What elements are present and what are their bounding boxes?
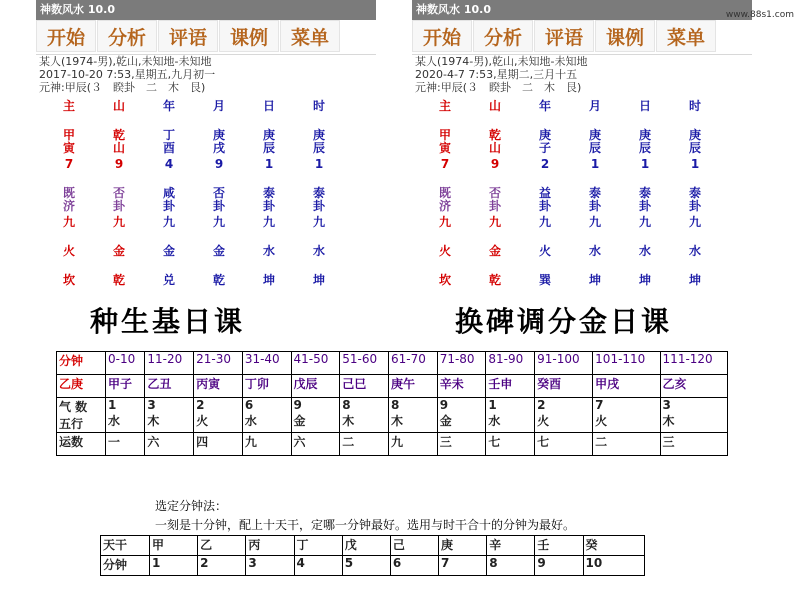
- notes-title: 选定分钟法：: [155, 499, 228, 513]
- grid-row: [420, 216, 750, 245]
- left-menu-menu-button[interactable]: 菜单: [280, 20, 340, 52]
- wuxing-value: 金: [293, 414, 306, 428]
- tiangan-minute-cell: 10: [583, 556, 644, 576]
- ganzhi-label: 乙庚: [57, 375, 106, 398]
- tiangan-minute-table: [100, 535, 645, 576]
- tiangan-minute-row: [101, 556, 645, 576]
- grid-cell: 年: [162, 99, 175, 113]
- grid-cell: 九: [638, 215, 651, 229]
- left-caption: 种生基日课: [90, 305, 246, 338]
- ganzhi-cell: 癸酉: [535, 375, 593, 398]
- grid-cell: 4: [164, 157, 174, 171]
- grid-cell: 泰 卦: [588, 186, 601, 213]
- left-info-line: 元神:甲辰(３ 睽卦 二 木 艮): [39, 81, 206, 94]
- yunshu-cell: 二: [593, 433, 660, 456]
- grid-cell: 巽: [538, 273, 551, 287]
- wuxing-value: 木: [147, 414, 160, 428]
- yunshu-cell: 四: [194, 433, 243, 456]
- grid-cell: 九: [112, 215, 125, 229]
- grid-cell: 否 卦: [112, 186, 125, 213]
- qishu-wuxing-cell: [535, 398, 593, 433]
- grid-cell: 时: [688, 99, 701, 113]
- grid-cell: 山: [112, 99, 125, 113]
- grid-cell: 坤: [688, 273, 701, 287]
- minute-range-cell: 91-100: [535, 352, 593, 375]
- grid-cell: 坎: [62, 273, 75, 287]
- wuxing-value: 火: [595, 414, 608, 428]
- left-menu-comment-button[interactable]: 评语: [158, 20, 218, 52]
- grid-cell: 火: [538, 244, 551, 258]
- qishu-wuxing-cell: [486, 398, 535, 433]
- grid-cell: 9: [490, 157, 500, 171]
- tiangan-cell: 丙: [246, 536, 294, 556]
- grid-cell: 九: [212, 215, 225, 229]
- grid-cell: 九: [438, 215, 451, 229]
- grid-row: [420, 129, 750, 158]
- tiangan-cell: 辛: [487, 536, 535, 556]
- qishu-wuxing-cell: [242, 398, 291, 433]
- grid-cell: 火: [62, 244, 75, 258]
- minute-label: 分钟: [57, 352, 106, 375]
- tiangan-minute-cell: 9: [535, 556, 583, 576]
- yunshu-row: [57, 433, 728, 456]
- tiangan-minute-cell: 2: [198, 556, 246, 576]
- tiangan-cell: 丁: [294, 536, 342, 556]
- grid-row: [44, 216, 374, 245]
- tiangan-cell: 己: [390, 536, 438, 556]
- qishu-wuxing-cell: [660, 398, 727, 433]
- tiangan-cell: 庚: [439, 536, 487, 556]
- grid-cell: 既 济: [438, 186, 451, 213]
- tiangan-minute-cell: 5: [342, 556, 390, 576]
- qishu-wuxing-cell: [194, 398, 243, 433]
- yunshu-cell: 七: [535, 433, 593, 456]
- grid-cell: 7: [440, 157, 450, 171]
- tiangan-row: [101, 536, 645, 556]
- qishu-value: 7: [595, 398, 604, 412]
- qishu-value: 8: [390, 398, 400, 412]
- ganzhi-cell: 甲子: [106, 375, 145, 398]
- grid-cell: 9: [214, 157, 224, 171]
- grid-cell: 7: [64, 157, 74, 171]
- right-info-line: 2020-4-7 7:53,星期二,三月十五: [415, 68, 578, 81]
- minute-range-cell: 41-50: [291, 352, 340, 375]
- wuxing-value: 火: [196, 414, 209, 428]
- wuxing-value: 水: [488, 414, 501, 428]
- minute-range-cell: 71-80: [437, 352, 486, 375]
- wuxing-value: 火: [537, 414, 550, 428]
- grid-cell: 泰 卦: [262, 186, 275, 213]
- grid-cell: 火: [438, 244, 451, 258]
- grid-cell: 日: [262, 99, 275, 113]
- wuxing-value: 金: [439, 414, 452, 428]
- grid-cell: 金: [212, 244, 225, 258]
- left-window-title: 神数风水 10.0: [36, 0, 376, 20]
- qishu-value: 2: [196, 398, 205, 412]
- qishu-value: 3: [147, 398, 156, 412]
- grid-cell: 九: [538, 215, 551, 229]
- qishu-value: 8: [342, 398, 351, 412]
- yunshu-cell: 三: [437, 433, 486, 456]
- ganzhi-cell: 戊辰: [291, 375, 340, 398]
- tiangan-minute-cell: 1: [150, 556, 198, 576]
- tiangan-label: 天干: [101, 536, 150, 556]
- right-window-title: 神数风水 10.0: [412, 0, 752, 20]
- qishu-value: 9: [439, 398, 449, 412]
- grid-cell: 庚 子: [538, 128, 551, 155]
- grid-cell: 咸 卦: [162, 186, 175, 213]
- grid-cell: 兑: [162, 273, 175, 287]
- qishu-wuxing-cell: [437, 398, 486, 433]
- grid-cell: 山: [488, 99, 501, 113]
- grid-cell: 九: [162, 215, 175, 229]
- grid-cell: 月: [212, 99, 225, 113]
- grid-cell: 益 卦: [538, 186, 551, 213]
- ganzhi-cell: 乙亥: [660, 375, 727, 398]
- grid-cell: 九: [62, 215, 75, 229]
- tiangan-minute-cell: 4: [294, 556, 342, 576]
- grid-cell: 九: [688, 215, 701, 229]
- ganzhi-cell: 己巳: [340, 375, 389, 398]
- left-chart-grid: [44, 100, 374, 303]
- left-menu-bar: [36, 20, 376, 55]
- qishu-value: 2: [537, 398, 546, 412]
- left-app-panel: [36, 0, 376, 290]
- grid-row: [44, 187, 374, 216]
- ganzhi-cell: 庚午: [388, 375, 437, 398]
- grid-cell: 九: [488, 215, 501, 229]
- tiangan-minute-cell: 8: [487, 556, 535, 576]
- site-watermark: www.88s1.com: [725, 10, 794, 20]
- grid-row: [44, 158, 374, 187]
- minute-range-cell: 31-40: [242, 352, 291, 375]
- grid-cell: 九: [312, 215, 325, 229]
- left-menu-examples-button[interactable]: 课例: [219, 20, 279, 52]
- yunshu-cell: 七: [486, 433, 535, 456]
- grid-cell: 坤: [312, 273, 325, 287]
- tiangan-cell: 壬: [535, 536, 583, 556]
- grid-row: [420, 245, 750, 274]
- tiangan-cell: 戊: [342, 536, 390, 556]
- wuxing-value: 木: [390, 414, 403, 428]
- right-chart-grid: [420, 100, 750, 303]
- tiangan-cell: 甲: [150, 536, 198, 556]
- grid-cell: 时: [312, 99, 325, 113]
- grid-cell: 九: [262, 215, 275, 229]
- ganzhi-row: [57, 375, 728, 398]
- grid-row: [420, 187, 750, 216]
- qishu-value: 9: [293, 398, 302, 412]
- grid-cell: 9: [114, 157, 124, 171]
- yunshu-cell: 三: [660, 433, 727, 456]
- grid-cell: 日: [638, 99, 651, 113]
- grid-cell: 水: [638, 244, 651, 258]
- minute-range-cell: 0-10: [106, 352, 145, 375]
- grid-cell: 乾 山: [112, 128, 125, 155]
- right-menu-bar: [412, 20, 752, 55]
- minute-range-cell: 111-120: [660, 352, 727, 375]
- right-menu-menu-button[interactable]: 菜单: [656, 20, 716, 52]
- grid-cell: 庚 辰: [312, 128, 325, 155]
- grid-cell: 乾: [212, 273, 225, 287]
- grid-row: [44, 100, 374, 129]
- yunshu-cell: 九: [242, 433, 291, 456]
- grid-cell: 泰 卦: [688, 186, 701, 213]
- grid-cell: 1: [590, 157, 600, 171]
- grid-cell: 1: [264, 157, 274, 171]
- qishu-wuxing-cell: [145, 398, 194, 433]
- yunshu-cell: 二: [340, 433, 389, 456]
- grid-row: [420, 274, 750, 303]
- wuxing-value: 水: [108, 414, 121, 428]
- qishu-value: 6: [244, 398, 254, 412]
- wuxing-value: 木: [662, 414, 675, 428]
- minute-range-cell: 21-30: [194, 352, 243, 375]
- grid-cell: 甲 寅: [438, 128, 451, 155]
- ganzhi-cell: 壬申: [486, 375, 535, 398]
- ganzhi-cell: 甲戌: [593, 375, 660, 398]
- qishu-row: [57, 398, 728, 433]
- grid-cell: 庚 辰: [588, 128, 601, 155]
- qishu-label: [57, 398, 106, 433]
- grid-cell: 庚 辰: [262, 128, 275, 155]
- grid-cell: 乾 山: [488, 128, 501, 155]
- ganzhi-cell: 乙丑: [145, 375, 194, 398]
- qishu-wuxing-cell: [388, 398, 437, 433]
- grid-cell: 否 卦: [488, 186, 501, 213]
- grid-cell: 庚 戌: [212, 128, 225, 155]
- grid-cell: 庚 辰: [688, 128, 701, 155]
- tiangan-cell: 癸: [583, 536, 644, 556]
- tiangan-minute-cell: 6: [390, 556, 438, 576]
- grid-row: [420, 158, 750, 187]
- right-info-block: [412, 55, 752, 94]
- minute-range-cell: 61-70: [388, 352, 437, 375]
- grid-cell: 否 卦: [212, 186, 225, 213]
- grid-cell: 坎: [438, 273, 451, 287]
- qishu-value: 1: [488, 398, 497, 412]
- qishu-label-text: 气 数: [59, 400, 88, 414]
- ganzhi-cell: 丙寅: [194, 375, 243, 398]
- grid-cell: 年: [538, 99, 551, 113]
- right-app-panel: [412, 0, 752, 290]
- qishu-wuxing-cell: [291, 398, 340, 433]
- notes-text: 一刻是十分钟，配上十天干，定哪一分钟最好。选用与时干合十的分钟为最好。: [155, 518, 576, 532]
- tiangan-minute-cell: 7: [439, 556, 487, 576]
- left-info-block: [36, 55, 376, 94]
- right-caption: 换碑调分金日课: [455, 305, 673, 338]
- right-info-line: 元神:甲辰(３ 睽卦 二 木 艮): [415, 81, 582, 94]
- left-info-line: 某人(1974-男),乾山,未知地-未知地: [39, 55, 212, 68]
- yunshu-cell: 六: [291, 433, 340, 456]
- wuxing-value: 木: [342, 414, 355, 428]
- right-info-line: 某人(1974-男),乾山,未知地-未知地: [415, 55, 588, 68]
- grid-row: [420, 100, 750, 129]
- yunshu-label: 运数: [57, 433, 106, 456]
- grid-cell: 坤: [588, 273, 601, 287]
- grid-cell: 九: [588, 215, 601, 229]
- grid-cell: 坤: [262, 273, 275, 287]
- qishu-wuxing-cell: [593, 398, 660, 433]
- grid-cell: 1: [640, 157, 650, 171]
- grid-cell: 水: [588, 244, 601, 258]
- grid-row: [44, 129, 374, 158]
- grid-cell: 泰 卦: [638, 186, 651, 213]
- ganzhi-cell: 丁卯: [242, 375, 291, 398]
- grid-row: [44, 245, 374, 274]
- right-menu-comment-button[interactable]: 评语: [534, 20, 594, 52]
- grid-cell: 金: [112, 244, 125, 258]
- yunshu-cell: 一: [106, 433, 145, 456]
- minute-range-cell: 101-110: [593, 352, 660, 375]
- grid-cell: 庚 辰: [638, 128, 651, 155]
- grid-cell: 月: [588, 99, 601, 113]
- grid-cell: 水: [688, 244, 701, 258]
- grid-cell: 主: [438, 99, 451, 113]
- grid-cell: 丁 酉: [162, 128, 175, 155]
- qishu-wuxing-cell: [340, 398, 389, 433]
- grid-row: [44, 274, 374, 303]
- grid-cell: 既 济: [62, 186, 75, 213]
- tiangan-minute-cell: 3: [246, 556, 294, 576]
- wuxing-value: 水: [244, 414, 257, 428]
- minute-header-row: [57, 352, 728, 375]
- minute-ganzhi-table: [56, 351, 728, 456]
- minute-range-cell: 51-60: [340, 352, 389, 375]
- tiangan-minute-label: 分钟: [101, 556, 150, 576]
- grid-cell: 泰 卦: [312, 186, 325, 213]
- grid-cell: 金: [162, 244, 175, 258]
- grid-cell: 坤: [638, 273, 651, 287]
- grid-cell: 甲 寅: [62, 128, 75, 155]
- yunshu-cell: 九: [388, 433, 437, 456]
- grid-cell: 水: [262, 244, 275, 258]
- grid-cell: 主: [62, 99, 75, 113]
- wuxing-label-text: 五行: [59, 417, 84, 431]
- qishu-value: 1: [108, 398, 117, 412]
- left-menu-start-button[interactable]: 开始: [36, 20, 96, 52]
- grid-cell: 1: [690, 157, 700, 171]
- left-info-line: 2017-10-20 7:53,星期五,九月初一: [39, 68, 216, 81]
- minute-range-cell: 11-20: [145, 352, 194, 375]
- minute-range-cell: 81-90: [486, 352, 535, 375]
- grid-cell: 乾: [488, 273, 501, 287]
- left-menu-analyze-button[interactable]: 分析: [97, 20, 157, 52]
- grid-cell: 乾: [112, 273, 125, 287]
- right-menu-analyze-button[interactable]: 分析: [473, 20, 533, 52]
- grid-cell: 1: [314, 157, 324, 171]
- qishu-value: 3: [662, 398, 671, 412]
- grid-cell: 2: [540, 157, 550, 171]
- yunshu-cell: 六: [145, 433, 194, 456]
- right-menu-start-button[interactable]: 开始: [412, 20, 472, 52]
- right-menu-examples-button[interactable]: 课例: [595, 20, 655, 52]
- grid-cell: 金: [488, 244, 501, 258]
- qishu-wuxing-cell: [106, 398, 145, 433]
- tiangan-cell: 乙: [198, 536, 246, 556]
- ganzhi-cell: 辛未: [437, 375, 486, 398]
- grid-cell: 水: [312, 244, 325, 258]
